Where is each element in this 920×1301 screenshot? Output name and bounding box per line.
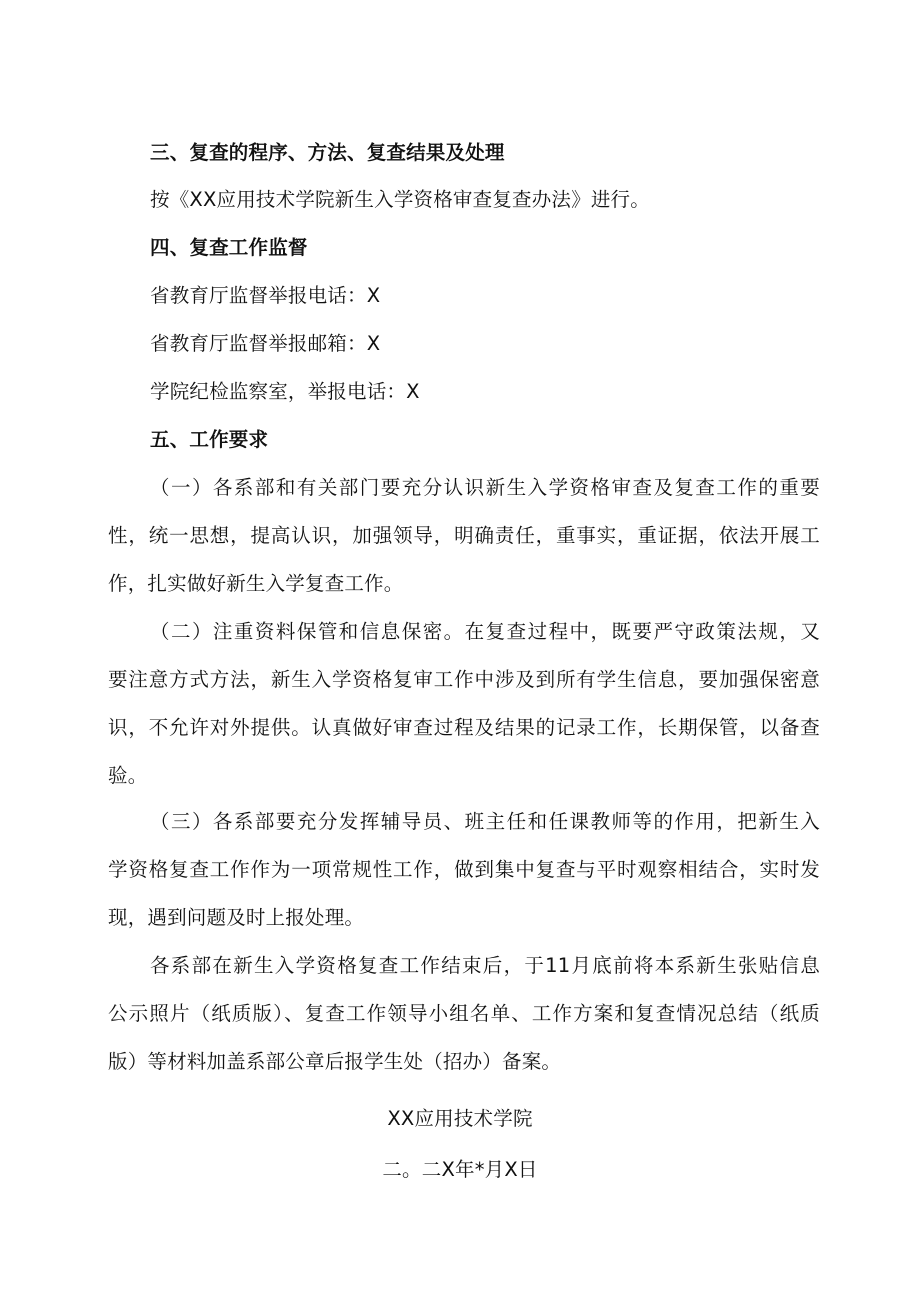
supervision-phone: 省教育厅监督举报电话：X bbox=[150, 284, 381, 307]
signature-organization: XX应用技术学院 bbox=[387, 1107, 533, 1130]
paragraph-3-line-2: 学资格复查工作作为一项常规性工作，做到集中复查与平时观察相结合，实时发 bbox=[108, 858, 820, 881]
paragraph-4-line-1: 各系部在新生入学资格复查工作结束后，于11月底前将本系新生张贴信息 bbox=[150, 954, 820, 977]
discipline-office-phone: 学院纪检监察室，举报电话：X bbox=[150, 380, 420, 403]
paragraph-2-line-4: 验。 bbox=[108, 764, 148, 787]
paragraph-3-line-1: （三）各系部要充分发挥辅导员、班主任和任课教师等的作用，把新生入 bbox=[150, 810, 820, 833]
section-5-heading: 五、工作要求 bbox=[150, 428, 269, 451]
supervision-email: 省教育厅监督举报邮箱：X bbox=[150, 332, 381, 355]
paragraph-4-line-3: 版）等材料加盖系部公章后报学生处（招办）备案。 bbox=[108, 1050, 562, 1073]
paragraph-1-line-1: （一）各系部和有关部门要充分认识新生入学资格审查及复查工作的重要 bbox=[150, 476, 820, 499]
paragraph-3-line-3: 现，遇到问题及时上报处理。 bbox=[108, 906, 365, 929]
section-3-text: 按《XX应用技术学院新生入学资格审查复查办法》进行。 bbox=[150, 188, 650, 211]
paragraph-2-line-1: （二）注重资料保管和信息保密。在复查过程中，既要严守政策法规，又 bbox=[150, 620, 820, 643]
section-3-heading: 三、复查的程序、方法、复查结果及处理 bbox=[150, 141, 505, 164]
signature-date: 二。二X年*月X日 bbox=[382, 1158, 538, 1181]
paragraph-4-line-2: 公示照片（纸质版）、复查工作领导小组名单、工作方案和复查情况总结（纸质 bbox=[108, 1002, 820, 1025]
paragraph-1-line-3: 作，扎实做好新生入学复查工作。 bbox=[108, 572, 404, 595]
paragraph-1-line-2: 性，统一思想，提高认识，加强领导，明确责任，重事实，重证据，依法开展工 bbox=[108, 524, 820, 547]
section-4-heading: 四、复查工作监督 bbox=[150, 236, 308, 259]
paragraph-2-line-2: 要注意方式方法，新生入学资格复审工作中涉及到所有学生信息，要加强保密意 bbox=[108, 668, 820, 691]
paragraph-2-line-3: 识，不允许对外提供。认真做好审查过程及结果的记录工作，长期保管，以备查 bbox=[108, 716, 820, 739]
